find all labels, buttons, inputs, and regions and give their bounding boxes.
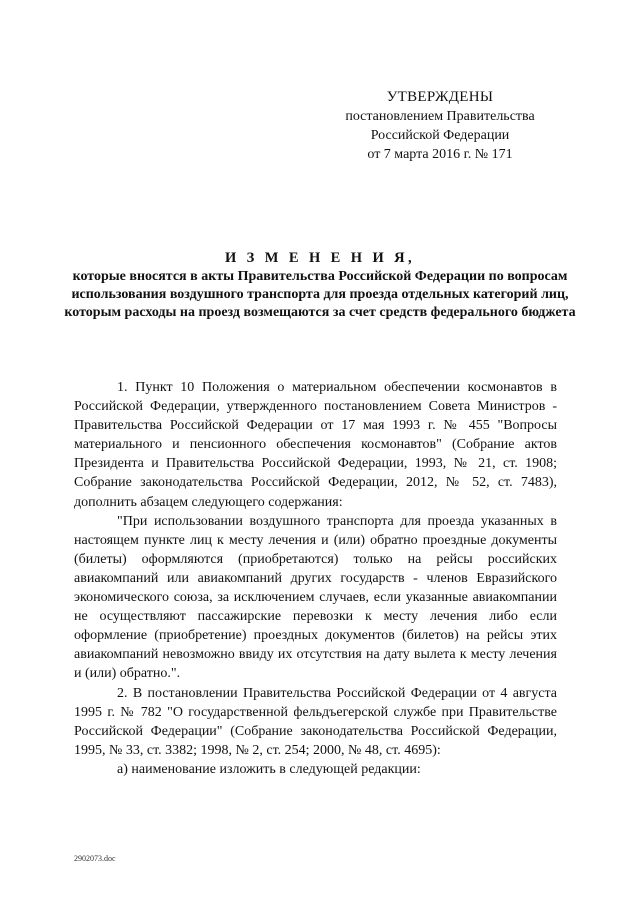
approval-date: от 7 марта 2016 г. № 171 [367, 147, 513, 162]
approval-line: Российской Федерации [370, 128, 510, 143]
document-title [60, 249, 580, 322]
approval-block [330, 88, 550, 164]
paragraph: а) наименование изложить в следующей редакции: [117, 761, 421, 777]
paragraph: 2. В постановлении Правительства Российской Федерации от 4 августа 1995 г. № 782 "О государственной фельдъегерской службе при Правительстве Российской Федерации" (Собрание законодательства Российской Федерации, 1995, № 33, ст. 3382; 1998, № 2, ст. 254; 2000, № 48, ст. 4695): [74, 685, 557, 758]
title-heading: И З М Е Н Е Н И Я, [224, 250, 416, 266]
paragraph: "При использовании воздушного транспорта для проезда указанных в настоящем пункте лиц к месту лечения и (или) обратно проездные документы (билеты) оформляются (приобретаются) только на рейсы российских авиакомпаний или авиакомпаний других государств - членов Евразийского экономического союза, за исключением случаев, если указанные авиакомпании не осуществляют пассажирские перевозки к месту лечения либо если оформление (приобретение) проездных документов (билетов) на рейсы этих авиакомпаний невозможно ввиду их отсутствия на дату вылета к месту лечения и (или) обратно.". [74, 513, 557, 682]
approval-heading: УТВЕРЖДЕНЫ [386, 89, 494, 105]
file-code: 2902073.doc [74, 854, 116, 863]
document-body [74, 378, 557, 779]
title-subtitle: которые вносятся в акты Правительства Российской Федерации по вопросам использования воздушного транспорта для проезда отдельных категорий лиц, которым расходы на проезд возмещаются за счет средств федерального бюджета [64, 269, 576, 320]
paragraph: 1. Пункт 10 Положения о материальном обеспечении космонавтов в Российской Федерации, утвержденного постановлением Совета Министров - Правительства Российской Федерации от 17 мая 1993 г. № 455 "Вопросы материального и пенсионного обеспечения космонавтов" (Собрание актов Президента и Правительства Российской Федерации, 1993, № 21, ст. 1908; Собрание законодательства Российской Федерации, 2012, № 52, ст. 7483), дополнить абзацем следующего содержания: [74, 380, 557, 510]
approval-line: постановлением Правительства [345, 109, 535, 124]
